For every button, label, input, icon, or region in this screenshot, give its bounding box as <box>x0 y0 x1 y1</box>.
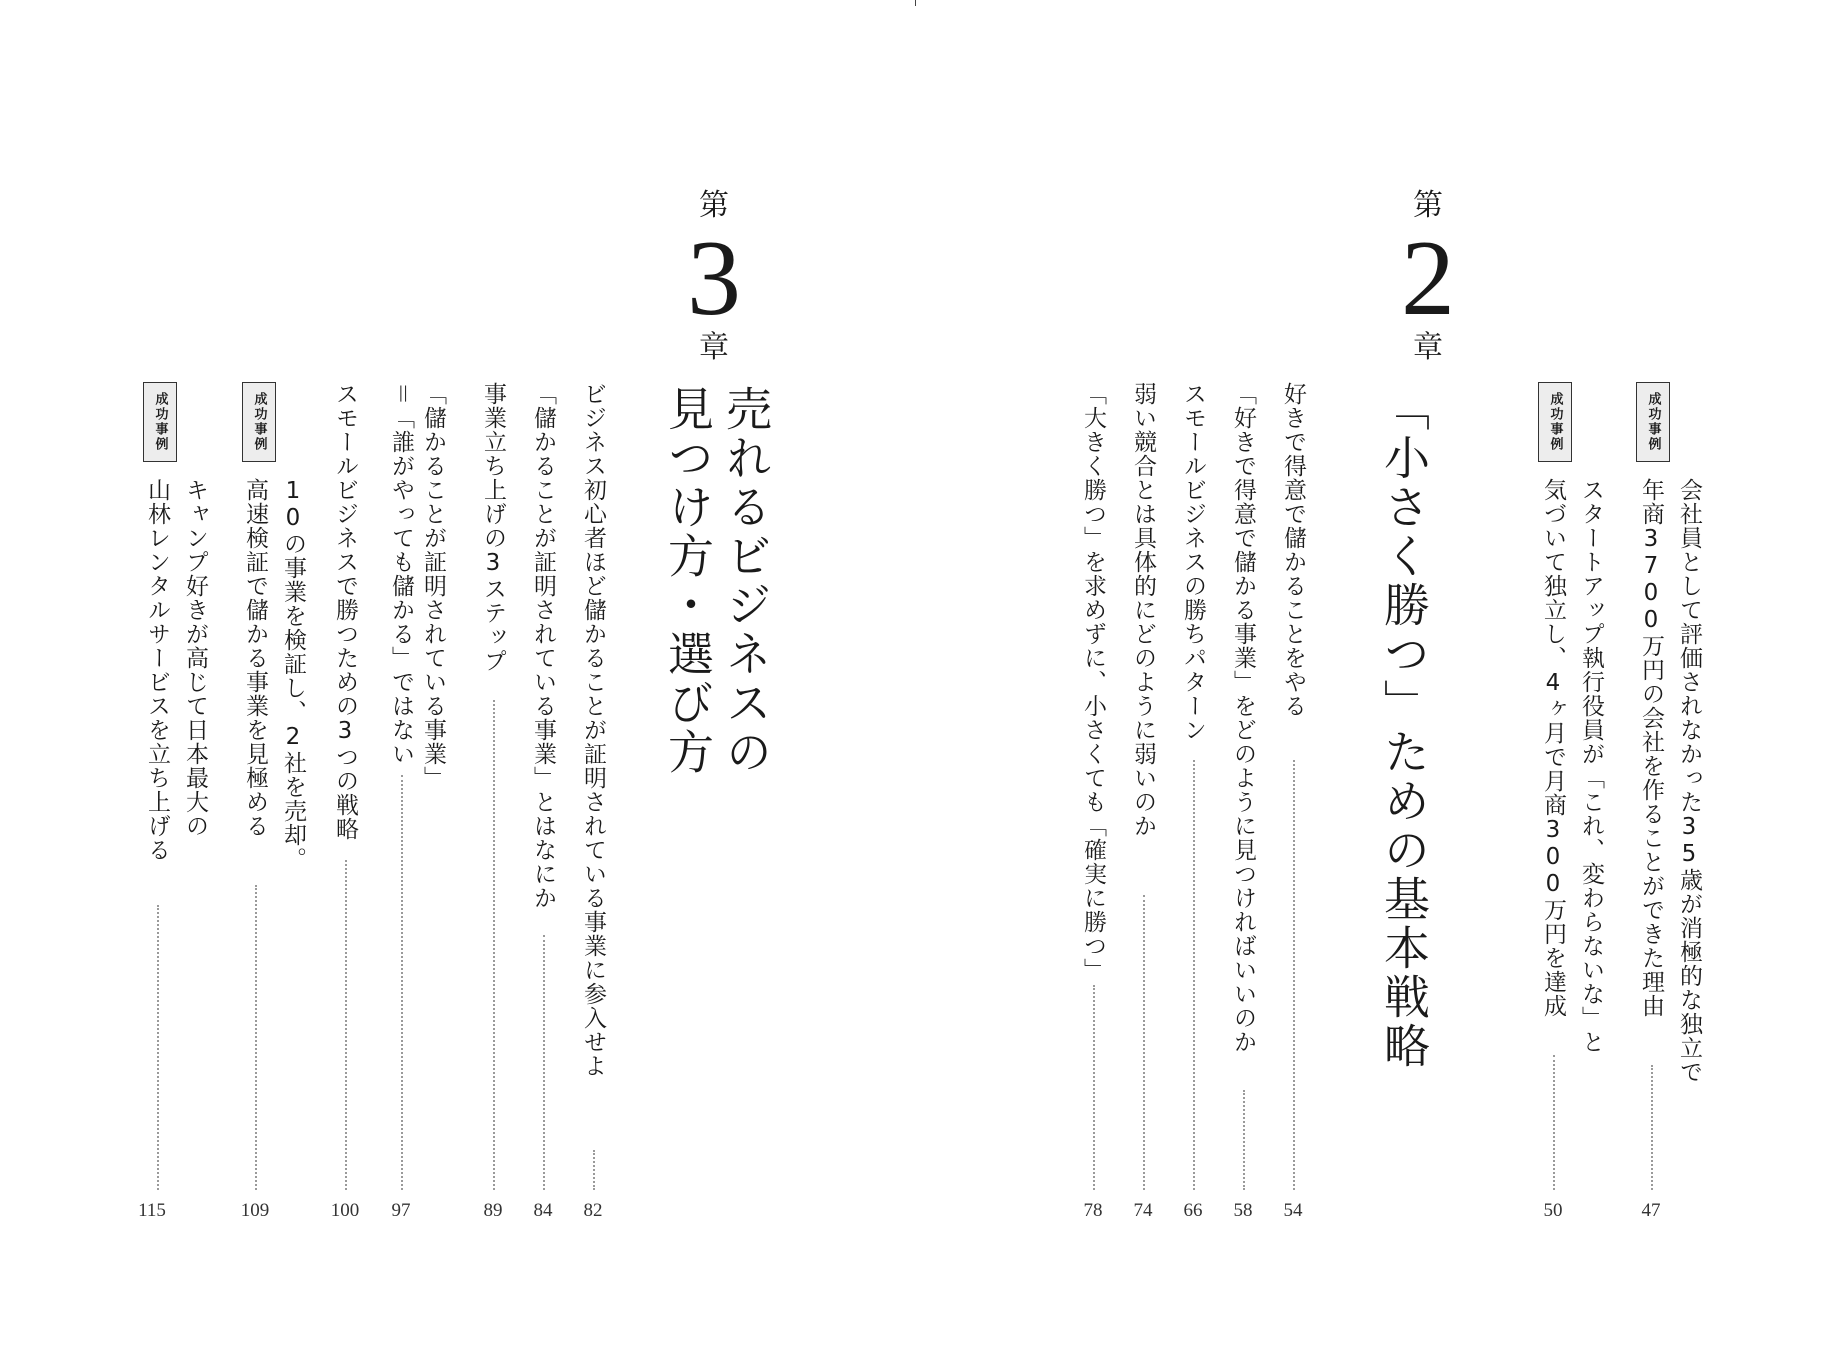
toc-entry-line1[interactable]: スタートアップ執行役員が「これ、変わらないな」と <box>1578 478 1604 1054</box>
leader-dots <box>1553 1055 1555 1190</box>
toc-entry-text[interactable]: スモールビジネスで勝つための3つの戦略 <box>332 382 358 841</box>
toc-entry-line2[interactable]: 山林レンタルサービスを立ち上げる <box>144 478 170 862</box>
toc-entry-line1[interactable]: 10の事業を検証し、2社を売却。 <box>280 478 306 871</box>
toc-entry-line1[interactable]: キャンプ好きが高じて日本最大の <box>182 478 208 838</box>
page-number: 47 <box>1641 1200 1661 1221</box>
chapter-3-title-line1: 売れるビジネスの <box>719 385 773 777</box>
page-number: 74 <box>1133 1200 1153 1221</box>
page-number: 115 <box>138 1200 166 1221</box>
leader-dots <box>255 885 257 1190</box>
toc-entry-line2[interactable]: ＝「誰がやっても儲かる」ではない <box>388 382 414 766</box>
page-number: 54 <box>1283 1200 1303 1221</box>
toc-entry-text[interactable]: 弱い競合とは具体的にどのように弱いのか <box>1130 382 1156 838</box>
toc-entry-line1[interactable]: 会社員として評価されなかった35歳が消極的な独立で <box>1676 478 1702 1084</box>
toc-entry-line2[interactable]: 高速検証で儲かる事業を見極める <box>242 478 268 838</box>
page-number: 66 <box>1183 1200 1203 1221</box>
toc-entry-line2[interactable]: 年商3700万円の会社を作ることができた理由 <box>1638 478 1664 1018</box>
chapter-2-title: 「小さく勝つ」ための基本戦略 <box>1377 385 1431 1071</box>
chapter-3-label-bottom: 章 <box>699 330 729 365</box>
toc-entry-text[interactable]: 「儲かることが証明されている事業」とはなにか <box>530 382 556 910</box>
chapter-3-title-line2: 見つけ方・選び方 <box>661 385 715 777</box>
toc-entry-line1[interactable]: 「儲かることが証明されている事業」 <box>420 382 446 790</box>
chapter-3-number: 3 <box>687 219 741 338</box>
page-number: 58 <box>1233 1200 1253 1221</box>
leader-dots <box>1293 760 1295 1190</box>
right-page <box>916 0 1832 1350</box>
chapter-2-label-top: 第 <box>1413 188 1443 223</box>
leader-dots <box>157 905 159 1190</box>
toc-entry-text[interactable]: 事業立ち上げの3ステップ <box>480 382 506 673</box>
toc-entry-text[interactable]: 「好きで得意で儲かる事業」をどのように見つければいいのか <box>1230 382 1256 1054</box>
page-number: 50 <box>1543 1200 1563 1221</box>
page-number: 109 <box>240 1200 270 1221</box>
success-case-badge: 成功事例 <box>143 382 177 462</box>
page-number: 82 <box>583 1200 603 1221</box>
toc-entry-text[interactable]: スモールビジネスの勝ちパターン <box>1180 382 1206 742</box>
leader-dots <box>1651 1065 1653 1190</box>
toc-entry-text[interactable]: 「大きく勝つ」を求めずに、小さくても「確実に勝つ」 <box>1080 382 1106 982</box>
leader-dots <box>345 860 347 1190</box>
toc-entry-line2[interactable]: 気づいて独立し、4ヶ月で月商300万円を達成 <box>1540 478 1566 1018</box>
leader-dots <box>543 935 545 1190</box>
page-number: 78 <box>1083 1200 1103 1221</box>
success-case-badge: 成功事例 <box>1636 382 1670 462</box>
page-number: 97 <box>391 1200 411 1221</box>
leader-dots <box>1093 985 1095 1190</box>
leader-dots <box>593 1150 595 1190</box>
chapter-2-number: 2 <box>1401 219 1455 338</box>
toc-entry-text[interactable]: ビジネス初心者ほど儲かることが証明されている事業に参入せよ <box>580 382 606 1078</box>
leader-dots <box>401 775 403 1190</box>
page-number: 89 <box>483 1200 503 1221</box>
page-number: 84 <box>533 1200 553 1221</box>
page-number: 100 <box>330 1200 360 1221</box>
leader-dots <box>1193 760 1195 1190</box>
success-case-badge: 成功事例 <box>1538 382 1572 462</box>
leader-dots <box>1243 1090 1245 1190</box>
leader-dots <box>493 700 495 1190</box>
chapter-3-label-top: 第 <box>699 188 729 223</box>
toc-entry-text[interactable]: 好きで得意で儲かることをやる <box>1280 382 1306 718</box>
chapter-2-label-bottom: 章 <box>1413 330 1443 365</box>
leader-dots <box>1143 895 1145 1190</box>
success-case-badge: 成功事例 <box>242 382 276 462</box>
